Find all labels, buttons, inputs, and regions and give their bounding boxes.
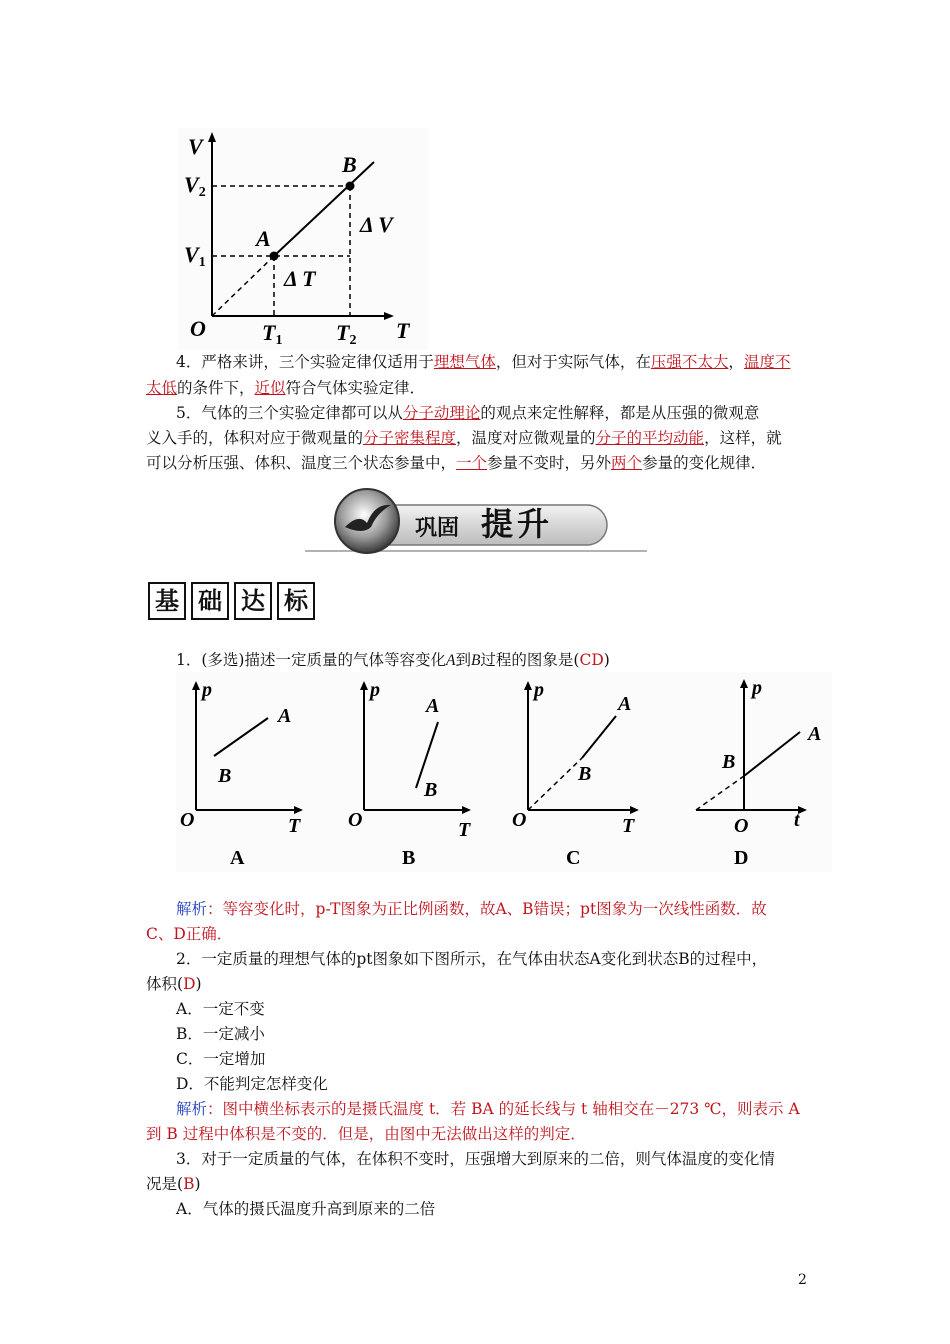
q1-analysis-line1: 解析：等容变化时，p-T图象为正比例函数，故A、B错误；pt图象为一次线性函数．故 [176,900,767,918]
answer-density: 分子密集程度 [363,429,457,447]
para5-line3: 可以分析压强、体积、温度三个状态参量中，一个参量不变时，另外两个参量的变化规律． [146,454,767,472]
q1-stem: 1．(多选)描述一定质量的气体等容变化A到B过程的图象是(CD) [176,651,610,669]
svg-text:B: B [578,763,592,785]
para4-line1: 4．严格来讲，三个实验定律仅适用于理想气体，但对于实际气体，在压强不太大，温度不 [176,353,791,371]
q3-stem-line2: 况是(B) [146,1175,201,1193]
answer-two: 两个 [611,454,643,472]
q3-answer: B [183,1175,195,1193]
delta-t-label: Δ T [284,266,316,291]
graph-c-label: C [566,847,581,869]
point-a-label: A [256,226,271,251]
svg-text:T: T [458,819,471,841]
page-number: 2 [798,1272,807,1288]
q1-analysis-line2: C、D正确． [146,925,233,943]
svg-text:A: A [426,695,440,717]
bird-emblem-icon [335,489,399,553]
axis-v-label: V [188,134,203,159]
section-char-1: 基 [148,582,186,620]
answer-kinetic-theory: 分子动理论 [402,404,481,422]
q2-stem-line1: 2．一定质量的理想气体的pt图象如下图所示，在气体由状态A变化到状态B的过程中， [176,950,768,968]
answer-ideal-gas: 理想气体 [433,353,496,371]
point-b-label: B [342,152,357,177]
vt-graph [178,128,428,350]
svg-text:O: O [180,809,195,831]
q2-answer: D [183,975,196,993]
q2-stem-line2: 体积(D) [146,975,202,993]
answer-low-pressure: 压强不太大 [650,353,729,371]
svg-text:p: p [534,679,544,701]
svg-text:O: O [348,809,363,831]
answer-approx: 近似 [254,379,286,397]
delta-v-label: Δ V [360,212,393,237]
q1-answer: CD [579,651,604,669]
svg-text:p: p [370,679,380,701]
q2-option-c: C．一定增加 [176,1050,266,1068]
svg-text:T: T [288,815,301,837]
svg-text:A: A [808,723,822,745]
graph-b-label: B [402,847,416,869]
v1-label: V1 [184,242,206,270]
para5-line2: 义入手的，体积对应于微观量的分子密集程度，温度对应微观量的分子的平均动能，这样，就 [146,429,782,447]
point-a-dot [270,252,279,261]
svg-text:A: A [278,705,292,727]
svg-text:O: O [734,815,749,837]
consolidation-banner [305,483,647,555]
graph-a-label: A [230,847,245,869]
svg-text:A: A [618,693,632,715]
svg-text:B: B [722,751,736,773]
answer-kinetic-energy: 分子的平均动能 [595,429,705,447]
q2-option-d: D．不能判定怎样变化 [176,1075,328,1093]
svg-text:t: t [794,809,800,831]
svg-text:p: p [752,677,762,699]
section-char-2: 础 [191,582,229,620]
answer-temp-part2: 太低 [146,379,178,397]
graph-d-label: D [734,847,749,869]
banner-title-big: 提升 [481,505,554,543]
v2-label: V2 [184,172,206,200]
q3-stem-line1: 3．对于一定质量的气体，在体积不变时，压强增大到原来的二倍，则气体温度的变化情 [176,1150,775,1168]
svg-text:B: B [424,779,438,801]
q3-option-a: A．气体的摄氏温度升高到原来的二倍 [176,1200,436,1218]
svg-text:p: p [202,679,212,701]
section-char-3: 达 [234,582,272,620]
q1-graphs [176,672,832,872]
svg-text:O: O [512,809,527,831]
axis-t-label: T [396,318,410,343]
answer-temp-part1: 温度不 [743,353,791,371]
t1-label: T1 [262,320,283,348]
origin-label: O [190,316,206,341]
para5-line1: 5．气体的三个实验定律都可以从分子动理论的观点来定性解释，都是从压强的微观意 [176,404,760,422]
point-b-dot [346,182,355,191]
svg-text:T: T [622,815,635,837]
para4-line2: 太低的条件下，近似符合气体实验定律． [146,379,426,397]
q2-option-a: A．一定不变 [176,1000,265,1018]
banner-title-small: 巩固 [415,516,460,541]
section-char-4: 标 [277,582,315,620]
q2-analysis-line1: 解析：图中横坐标表示的是摄氏温度 t．若 BA 的延长线与 t 轴相交在－273 ℃，则表示 A [176,1100,800,1118]
q2-analysis-line2: 到 B 过程中体积是不变的．但是，由图中无法做出这样的判定． [146,1125,586,1143]
answer-one: 一个 [456,454,488,472]
t2-label: T2 [336,320,357,348]
banner-graphic [305,483,647,555]
svg-text:B: B [218,765,232,787]
q2-option-b: B．一定减小 [176,1025,265,1043]
